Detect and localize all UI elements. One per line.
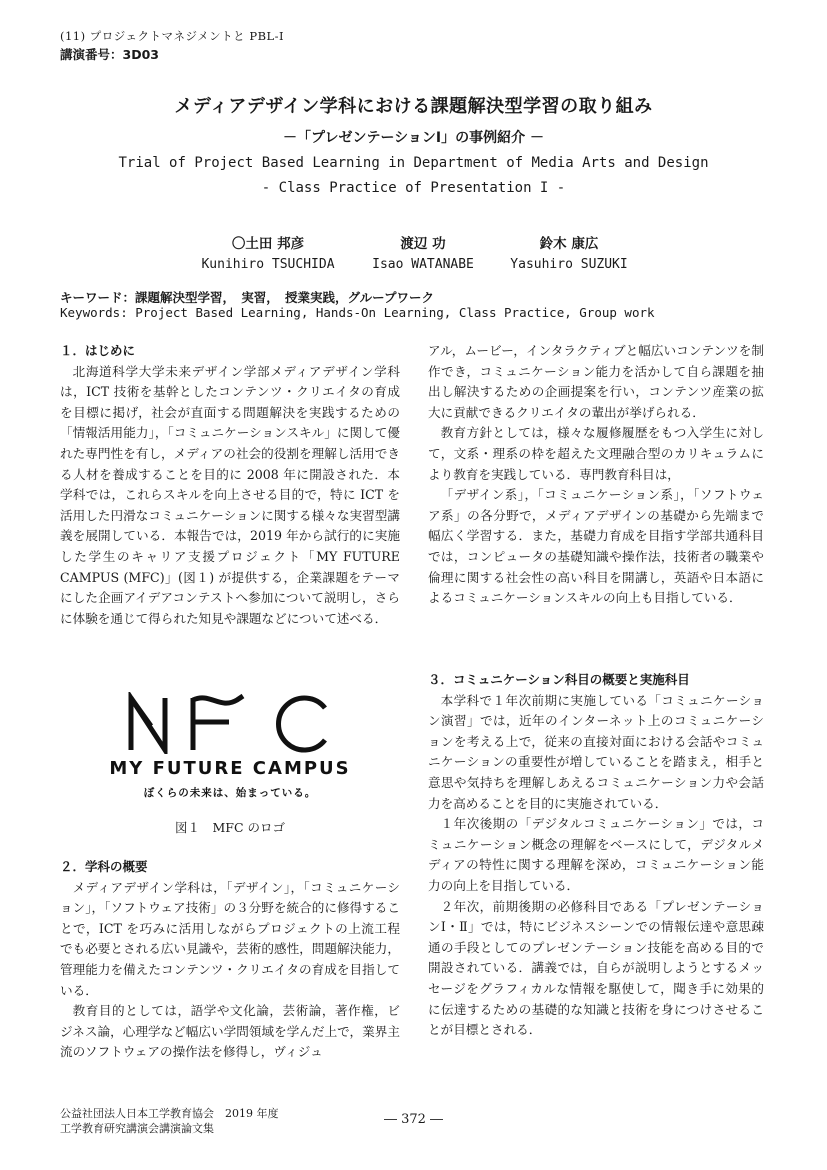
paragraph: 本学科で１年次前期に実施している「コミュニケーション演習」では，近年のインターネット上のコミュニケーションを考える上で，従来の直接対面における会話やコミュニケーションの重要性が増していることを踏まえ，相手と意思や気持ちを理解しあえるコミュニケーション力や会話力を高めることを目的に実施されている． — [428, 692, 764, 811]
author-name-ja: 渡辺 功 — [400, 236, 446, 252]
paragraph: 教育方針としては，様々な履修履歴をもつ入学生に対して，文系・理系の枠を超えた文理融合型のカリキュラムにより教育を実践している．専門教育科目は， — [428, 425, 764, 482]
footer-publisher: 公益社団法人日本工学教育協会 2019 年度 — [60, 1107, 279, 1120]
author-3 — [469, 232, 669, 272]
keywords-en: Keywords: Project Based Learning, Hands-On Learning, Class Practice, Group work — [60, 305, 655, 320]
paragraph: １年次後期の「デジタルコミュニケーション」では，コミュニケーション概念の理解をベースにして，デジタルメディアの特性に関する理解を深め，コミュニケーション能力の向上を目指している． — [428, 816, 764, 893]
figure-caption: 図１ MFC のロゴ — [174, 820, 285, 835]
author-name-ja: 鈴木 康広 — [539, 236, 599, 252]
logo-tagline: ぼくらの未来は、始まっている。 — [143, 787, 317, 799]
author-name-en: Kunihiro TSUCHIDA — [201, 257, 335, 272]
section-heading: １．はじめに — [60, 343, 136, 358]
author-name-ja: 〇土田 邦彦 — [231, 236, 305, 252]
page-number: ― 372 ― — [383, 1112, 444, 1127]
right-column — [428, 341, 764, 609]
logo-wordmark: MY FUTURE CAMPUS — [109, 758, 351, 779]
mfc-logo-mark — [125, 692, 335, 754]
paper-subtitle-en: - Class Practice of Presentation I - — [261, 180, 566, 196]
right-column-lower — [428, 670, 764, 1041]
paragraph: アル，ムービー，インタラクティブと幅広いコンテンツを制作でき，コミュニケーション能力を活かして自ら課題を抽出し解決するための企画提案を行い，コンテンツ産業の拡大に貢献できるクリエイタの輩出が挙げられる． — [428, 343, 764, 420]
author-name-en: Isao WATANABE — [372, 257, 474, 272]
section-heading: ２．学科の概要 — [60, 859, 148, 874]
paragraph: 教育目的としては，語学や文化論，芸術論，著作権，ビジネス論，心理学など幅広い学問領域を学んだ上で，業界主流のソフトウェアの操作法を修得し，ヴィジュ — [60, 1003, 400, 1060]
section-heading: ３．コミュニケーション科目の概要と実施科目 — [428, 672, 690, 687]
footer-proceedings: 工学教育研究講演会講演論文集 — [60, 1122, 214, 1135]
paragraph: ２年次，前期後期の必修科目である「プレゼンテーションⅠ・Ⅱ」では，特にビジネスシーンでの情報伝達や意思疎通の手段としてのプレゼンテーション技能を高める目的で開設されている．講義では，自らが説明しようとするメッセージをグラフィカルな情報を駆使して，聞き手に効果的に伝達するための基礎的な知識と技術を身につけさせることが目標とされる． — [428, 898, 764, 1038]
left-column — [60, 341, 400, 629]
paper-title: メディアデザイン学科における課題解決型学習の取り組み — [174, 96, 653, 117]
paragraph: 北海道科学大学未来デザイン学部メディアデザイン学科は，ICT 技術を基幹としたコンテンツ・クリエイタの育成を目標に掲げ，社会が直面する問題解決を実践するための「情報活用能力」，「コミュニケーションスキル」に関して優れた専門性を有し，メディアの社会的役割を理解し活用できる人材を養成することを目的に 2008 年に開設された．本学科では，これらスキルを向上させる目的で，特に ICT を活用した円滑なコミュニケーションに関する様々な実習型講義を展開している．本報告では，2019 年から試行的に実施した学生のキャリア支援プロジェクト「MY FUTURE CAMPUS (MFC)」(図１) が提供する，企業課題をテーマにした企画アイデアコンテストへ参加について説明し，さらに体験を通じて得られた知見や課題などについて述べる． — [60, 363, 400, 626]
left-column-lower — [60, 857, 400, 1063]
lecture-code: 講演番号：3D03 — [60, 47, 159, 62]
series-label: (11) プロジェクトマネジメントと PBL‐Ⅰ — [60, 29, 285, 43]
paragraph: 「デザイン系」，「コミュニケーション系」，「ソフトウェア系」の各分野で，メディアデザインの基礎から先端まで幅広く学習する．また，基礎力育成を目指す学部共通科目では，コンピュータの基礎知識や操作法，技術者の職業や倫理に関する社会性の高い科目を開講し，英語や日本語によるコミュニケーションスキルの向上も目指している． — [428, 487, 764, 606]
mfc-logo — [60, 692, 400, 800]
paragraph: メディアデザイン学科は，「デザイン」，「コミュニケーション」，「ソフトウェア技術」の３分野を統合的に修得することで，ICT を巧みに活用しながらプロジェクトの上流工程でも必要とされる広い見識や，芸術的感性，問題解決能力，管理能力を備えたコンテンツ・クリエイタの育成を目指している． — [60, 879, 400, 998]
paper-subtitle: －「プレゼンテーションⅠ」の事例紹介 － — [283, 130, 544, 146]
keywords-ja: キーワード：課題解決型学習， 実習， 授業実践，グループワーク — [60, 290, 435, 305]
author-name-en: Yasuhiro SUZUKI — [510, 257, 628, 272]
paper-title-en: Trial of Project Based Learning in Department of Media Arts and Design — [118, 155, 709, 171]
